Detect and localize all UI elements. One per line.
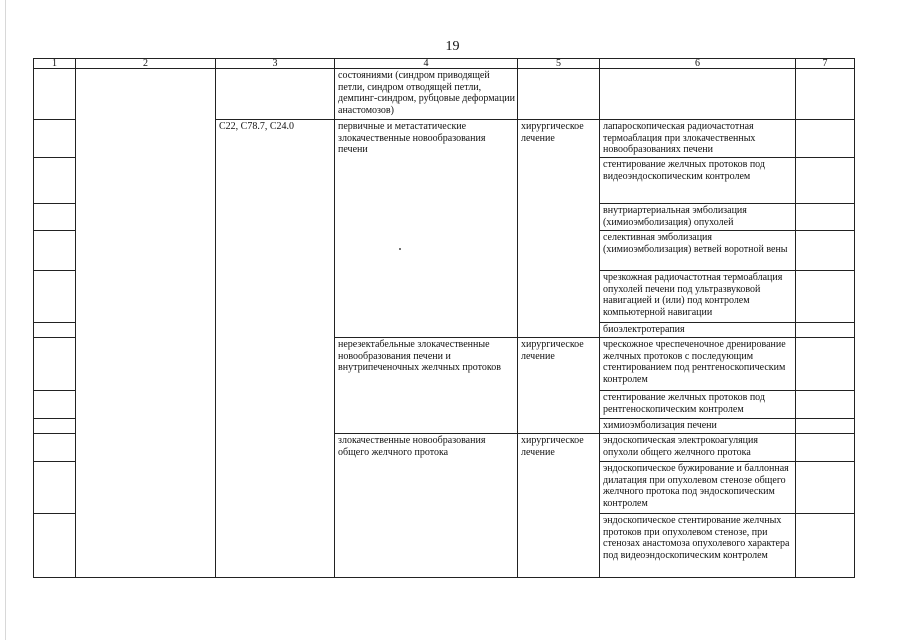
cell-col1 [34, 158, 76, 204]
col-num-1: 1 [34, 59, 76, 69]
cell-col7 [796, 158, 855, 204]
col-num-6: 6 [600, 59, 796, 69]
cell-codes: C22, C78.7, C24.0 [216, 120, 335, 578]
cell-condition: злокачественные новообразования общего желчного протока [335, 434, 518, 578]
cell-method: эндоскопическое стентирование желчных протоков при опухолевом стенозе, при стенозах анастомоза опухолевого характера под видеоэндоскопическим контролем [600, 514, 796, 578]
col-num-3: 3 [216, 59, 335, 69]
cell-method: лапароскопическая радиочастотная термоаблация при злокачественных новообразованиях печени [600, 120, 796, 158]
cell-col1 [34, 434, 76, 462]
cell-condition: нерезектабельные злокачественные новообразования печени и внутрипеченочных желчных протоков [335, 338, 518, 434]
page-number: 19 [445, 39, 460, 54]
cell-col7 [796, 462, 855, 514]
cell-codes [216, 69, 335, 120]
cell-treatment [518, 69, 600, 120]
cell-col1 [34, 391, 76, 419]
cell-col1 [34, 69, 76, 120]
cell-col1 [34, 462, 76, 514]
cell-method: химиоэмболизация печени [600, 419, 796, 434]
cell-col1 [34, 323, 76, 338]
cell-method [600, 69, 796, 120]
cell-col1 [34, 120, 76, 158]
cell-col7 [796, 271, 855, 323]
services-table [33, 58, 855, 578]
cell-method: стентирование желчных протоков под рентгеноскопическим контролем [600, 391, 796, 419]
cell-method: эндоскопическое бужирование и баллонная дилатация при опухолевом стенозе общего желчного протока под эндоскопическим контролем [600, 462, 796, 514]
cell-method: биоэлектротерапия [600, 323, 796, 338]
cell-method: внутриартериальная эмболизация (химиоэмболизация) опухолей [600, 204, 796, 231]
cell-treatment: хирургическое лечение [518, 434, 600, 578]
cell-treatment: хирургическое лечение [518, 338, 600, 434]
cell-col7 [796, 231, 855, 271]
cell-col1 [34, 514, 76, 578]
cell-col7 [796, 204, 855, 231]
cell-method: стентирование желчных протоков под видеоэндоскопическим контролем [600, 158, 796, 204]
col-num-5: 5 [518, 59, 600, 69]
cell-col7 [796, 391, 855, 419]
page-edge [5, 0, 6, 640]
cell-col1 [34, 204, 76, 231]
column-number-row [34, 59, 855, 69]
col-num-7: 7 [796, 59, 855, 69]
cell-col7 [796, 514, 855, 578]
cell-condition: состояниями (синдром приводящей петли, синдром отводящей петли, демпинг-синдром, рубцовые деформации анастомозов) [335, 69, 518, 120]
cell-col7 [796, 69, 855, 120]
cell-col7 [796, 323, 855, 338]
cell-col1 [34, 271, 76, 323]
cell-col1 [34, 338, 76, 391]
cell-condition: первичные и метастатические злокачественные новообразования печени [335, 120, 518, 338]
cell-col7 [796, 434, 855, 462]
cell-col2-span [76, 69, 216, 578]
cell-col1 [34, 231, 76, 271]
cell-col7 [796, 419, 855, 434]
cell-treatment: хирургическое лечение [518, 120, 600, 338]
cell-method: эндоскопическая электрокоагуляция опухоли общего желчного протока [600, 434, 796, 462]
cell-method: селективная эмболизация (химиоэмболизация) ветвей воротной вены [600, 231, 796, 271]
cell-col1 [34, 419, 76, 434]
cell-method: чрескожное чреспеченочное дренирование желчных протоков с последующим стентированием под рентгеноскопическим контролем [600, 338, 796, 391]
table-row [34, 69, 855, 120]
col-num-2: 2 [76, 59, 216, 69]
cell-col7 [796, 120, 855, 158]
col-num-4: 4 [335, 59, 518, 69]
cell-col7 [796, 338, 855, 391]
cell-method: чрезкожная радиочастотная термоаблация опухолей печени под ультразвуковой навигацией и (или) под контролем компьютерной навигации [600, 271, 796, 323]
